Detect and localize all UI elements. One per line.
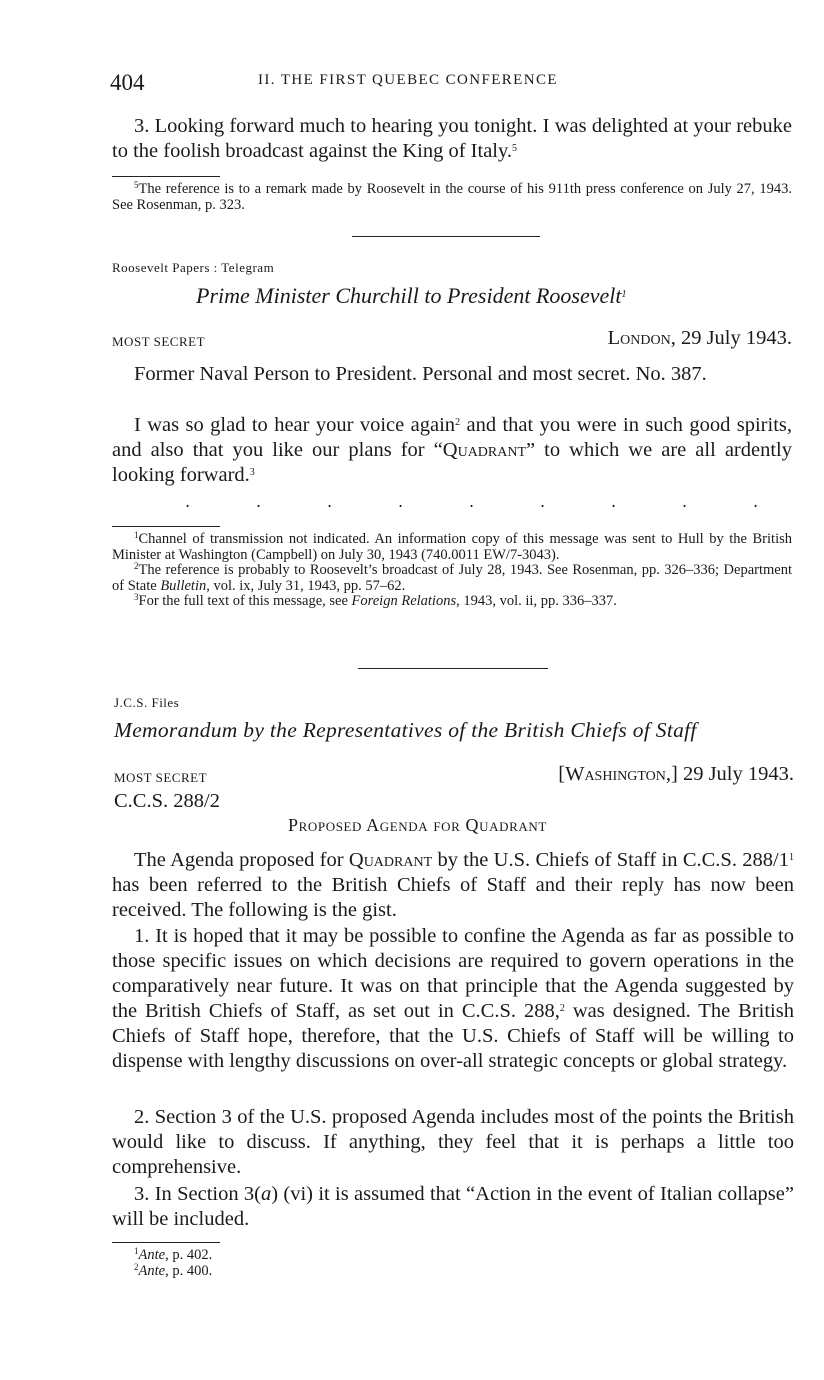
footnotes (112, 1248, 792, 1279)
footnote-5: $^5$The reference is to a remark made by Roosevelt in the course of his 911th press conference on July 27, 1943. See Rosenman, p. 323. (112, 180, 792, 213)
omission-ellipsis: . . . . . . . . . (184, 492, 759, 511)
footnote-ref: 1 (621, 289, 627, 300)
paragraph: 3. In Section 3(a) (vi) it is assumed that “Action in the event of Italian collapse” will be included. (112, 1183, 794, 1230)
footnote-1: $^1$Channel of transmission not indicated. An information copy of this message was sent to Hull by the British Minister at Washington (Campbell) on July 30, 1943 (740.0011 EW/7-3043). (112, 530, 792, 563)
classification: MOST SECRET (114, 770, 208, 785)
footnote-ref: 2 (455, 417, 461, 428)
section-divider (352, 236, 540, 237)
footnote-rule (112, 526, 220, 527)
dateline: [Washington,] 29 July 1943. (558, 763, 794, 785)
footnote-ref: 5 (512, 143, 518, 154)
dateline: London, 29 July 1943. (607, 327, 792, 349)
footnote-2: $^2$Ante, p. 400. (134, 1261, 213, 1279)
page-number: 404 (110, 70, 145, 95)
footnote-1: $^1$Ante, p. 402. (134, 1246, 213, 1263)
dateline-place: [Washington,] (558, 763, 678, 785)
document-source: Roosevelt Papers : Telegram (112, 260, 275, 275)
paragraph: Former Naval Person to President. Personal and most secret. No. 387. (134, 363, 707, 385)
section-divider (358, 668, 548, 669)
continuation-paragraph: 3. Looking forward much to hearing you tonight. I was delighted at your rebuke to the foolish broadcast against the King of Italy.$^5$ (112, 115, 792, 162)
document-title: Prime Minister Churchill to President Roosevelt$^1$ (196, 283, 627, 308)
footnote-ref: 1 (789, 852, 794, 863)
footnote-ref: 3 (249, 467, 255, 478)
classification: MOST SECRET (112, 334, 206, 349)
dateline-place: London (607, 327, 671, 349)
running-title: II. THE FIRST QUEBEC CONFERENCE (258, 72, 558, 88)
footnotes (112, 532, 792, 610)
document-source: J.C.S. Files (114, 695, 180, 710)
document-reference: C.C.S. 288/2 (114, 790, 220, 812)
paragraph: I was so glad to hear your voice again$^2$ and that you were in such good spirits, and also that you like our plans for “Quadrant” to which we are all ardently looking forward.$^3$ (112, 414, 792, 486)
paragraph: 1. It is hoped that it may be possible to confine the Agenda as far as possible to those specific issues on which decisions are required to govern operations in the comparatively near future. It was on that principle that the Agenda suggested by the British Chiefs of Staff, as set out in C.C.S. 288,$^2$ was designed. The British Chiefs of Staff hope, therefore, that the U.S. Chiefs of Staff will be willing to dispense with lengthy discussions on over-all strategic concepts or global strategy. (112, 925, 794, 1072)
paragraph: The Agenda proposed for Quadrant by the U.S. Chiefs of Staff in C.C.S. $288/1^1$ has been referred to the British Chiefs of Staff and their reply has now been received. The following is the gist. (112, 849, 794, 921)
paragraph: 2. Section 3 of the U.S. proposed Agenda includes most of the points the British would like to discuss. If anything, they feel that it is perhaps a little too comprehensive. (112, 1106, 794, 1178)
subject-heading: Proposed Agenda for Quadrant (288, 815, 547, 835)
document-title: Memorandum by the Representatives of the British Chiefs of Staff (114, 718, 697, 742)
footnote-3: $^3$For the full text of this message, see Foreign Relations, 1943, vol. ii, pp. 336–337. (134, 592, 617, 609)
footnote-rule (112, 1242, 220, 1243)
footnote-rule (112, 176, 220, 177)
footnote-ref: 2 (559, 1003, 565, 1014)
footnote-2: $^2$The reference is probably to Roosevelt’s broadcast of July 28, 1943. See Rosenman, pp. 326–336; Department of State Bulletin, vol. ix, July 31, 1943, pp. 57–62. (112, 561, 792, 594)
